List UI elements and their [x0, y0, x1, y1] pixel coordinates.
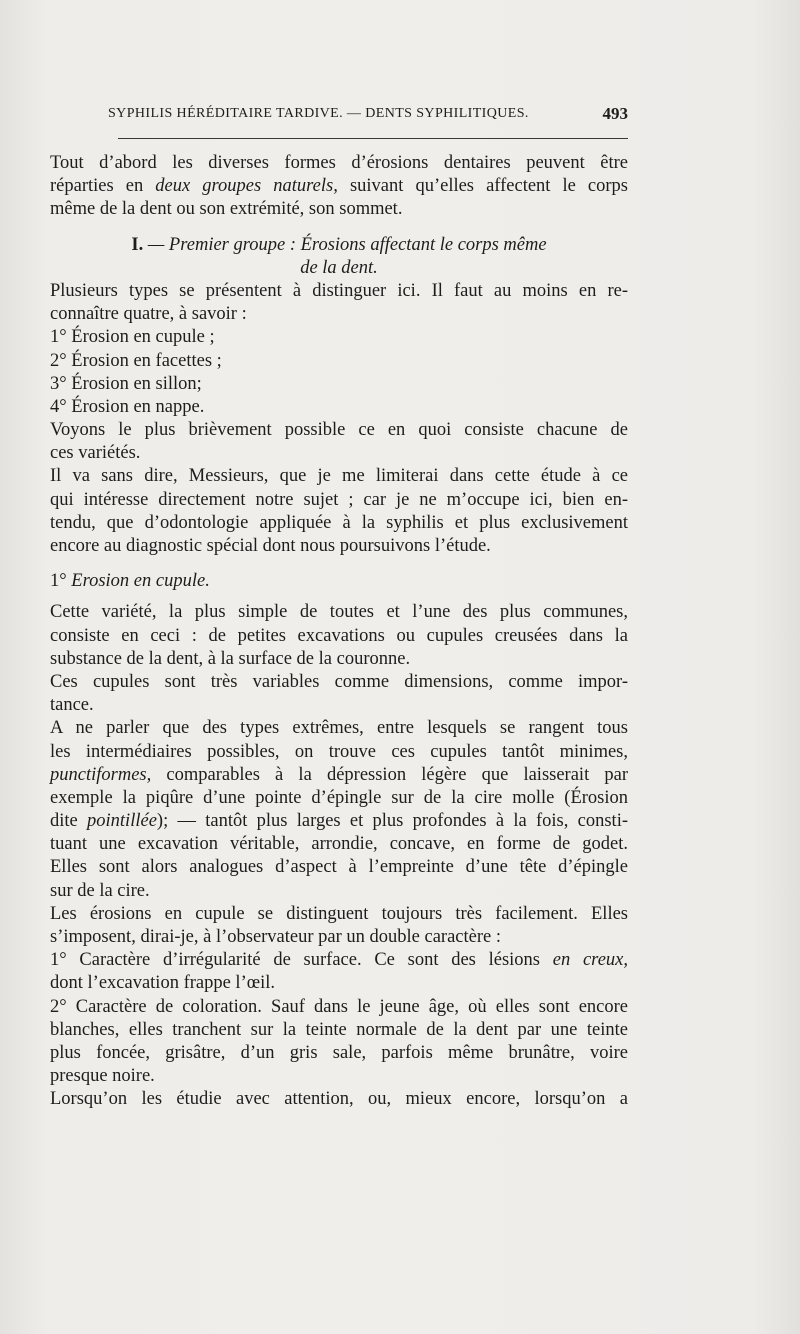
- text-line: Lorsqu’on les étudie avec attention, ou, mieux encore, lorsqu’on a: [50, 1089, 628, 1110]
- list-item: 4° Érosion en nappe.: [50, 396, 205, 417]
- text-line: tuant une excavation véritable, arrondie, concave, en forme de godet.: [50, 834, 628, 855]
- text-line: Ces cupules sont très variables comme dimensions, comme impor-: [50, 671, 628, 692]
- italic-phrase: en creux,: [552, 950, 628, 971]
- italic-phrase: pointillée: [87, 811, 157, 832]
- text-line: Les érosions en cupule se distinguent toujours très facilement. Elles: [50, 903, 628, 924]
- section-heading-cont: de la dent.: [300, 257, 378, 278]
- text-line: Tout d’abord les diverses formes d’érosions dentaires peuvent être: [50, 153, 628, 173]
- text-line: Voyons le plus brièvement possible ce en quoi consiste chacune de: [50, 420, 628, 441]
- text-line: presque noire.: [50, 1066, 155, 1087]
- text-line: consiste en ceci : de petites excavations ou cupules creusées dans la: [50, 625, 628, 646]
- text-line: connaître quatre, à savoir :: [50, 304, 247, 325]
- header-rule: [118, 138, 628, 139]
- text-line: exemple la piqûre d’une pointe d’épingle sur de la cire molle (Érosion: [50, 787, 628, 808]
- subheading-number: 1°: [50, 571, 67, 592]
- section-title: — Premier groupe : Érosions affectant le corps même: [147, 234, 547, 255]
- text-line: A ne parler que des types extrêmes, entre lesquels se rangent tous: [50, 718, 628, 739]
- text-line: Cette variété, la plus simple de toutes et l’une des plus communes,: [50, 602, 628, 623]
- text-line: s’imposent, dirai-je, à l’observateur par un double caractère :: [50, 927, 502, 947]
- text-line: sur de la cire.: [50, 880, 150, 901]
- text-line: dont l’excavation frappe l’œil.: [50, 973, 275, 994]
- section-heading: [50, 234, 628, 257]
- subheading: [50, 570, 628, 593]
- page-header: [108, 106, 628, 128]
- text-line: 2° Caractère de coloration. Sauf dans le jeune âge, où elles sont encore: [50, 996, 628, 1017]
- text-line: les intermédiaires possibles, on trouve ces cupules tantôt minimes,: [50, 741, 628, 762]
- text-line: punctiformes, comparables à la dépression légère que laisserait par: [50, 764, 628, 785]
- text-line: encore au diagnostic spécial dont nous poursuivons l’étude.: [50, 536, 491, 556]
- italic-phrase: punctiformes,: [50, 764, 152, 785]
- text-line: substance de la dent, à la surface de la couronne.: [50, 648, 411, 669]
- text-line: Il va sans dire, Messieurs, que je me limiterai dans cette étude à ce: [50, 466, 628, 487]
- list-item: 1° Érosion en cupule ;: [50, 327, 215, 348]
- text-line: même de la dent ou son extrémité, son sommet.: [50, 199, 403, 220]
- text-line: Elles sont alors analogues d’aspect à l’empreinte d’une tête d’épingle: [50, 857, 628, 878]
- text-line: qui intéresse directement notre sujet ; car je ne m’occupe ici, bien en-: [50, 489, 628, 510]
- text-line: tance.: [50, 695, 94, 716]
- text-line: Plusieurs types se présentent à distinguer ici. Il faut au moins en re-: [50, 280, 628, 301]
- text-line: blanches, elles tranchent sur la teinte normale de la dent par une teinte: [50, 1019, 628, 1040]
- subheading-title: Erosion en cupule.: [71, 571, 210, 592]
- body-text: [50, 152, 628, 1112]
- section-number: I.: [131, 234, 144, 255]
- list-item: 3° Érosion en sillon;: [50, 373, 202, 394]
- running-title: SYPHILIS HÉRÉDITAIRE TARDIVE. — DENTS SYPHILITIQUES.: [108, 106, 529, 121]
- text-line: réparties en deux groupes naturels, suivant qu’elles affectent le corps: [50, 176, 628, 197]
- page-number: 493: [602, 104, 628, 123]
- text-line: 1° Caractère d’irrégularité de surface. Ce sont des lésions en creux,: [50, 950, 628, 971]
- text-line: plus foncée, grisâtre, d’un gris sale, parfois même brunâtre, voire: [50, 1042, 628, 1063]
- text-line: ces variétés.: [50, 443, 141, 464]
- text-line: dite pointillée); — tantôt plus larges et plus profondes à la fois, consti-: [50, 811, 628, 832]
- italic-phrase: deux groupes naturels,: [155, 176, 338, 197]
- text-line: tendu, que d’odontologie appliquée à la syphilis et plus exclusivement: [50, 512, 628, 533]
- list-item: 2° Érosion en facettes ;: [50, 350, 222, 371]
